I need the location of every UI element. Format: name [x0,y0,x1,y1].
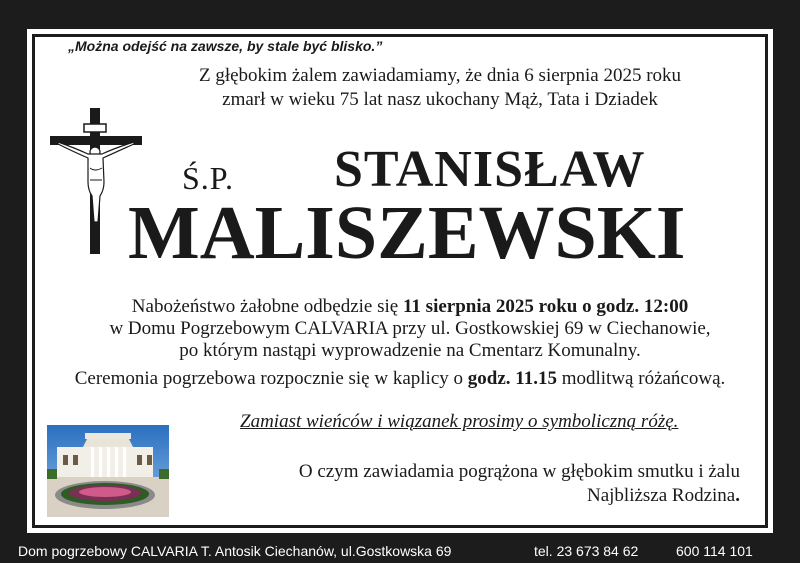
service-line-2: w Domu Pogrzebowym CALVARIA przy ul. Gostkowskiej 69 w Ciechanowie, [109,318,711,339]
closing-text [240,460,740,508]
footer-phone-1: tel. 23 673 84 62 [534,543,639,559]
family-signature: Najbliższa Rodzina [586,485,736,506]
motto-quote: „Można odejść na zawsze, by stale być blisko.” [68,38,383,54]
ceremony-time: godz. 11.15 [467,368,557,389]
flowers-note: Zamiast wieńców i wiązanek prosimy o symboliczną różę. [240,411,679,432]
ceremony-info: Ceremonia pogrzebowa rozpocznie się w kaplicy o godz. 11.15 modlitwą różańcową. [74,368,726,389]
intro-line-2: zmarł w wieku 75 lat nasz ukochany Mąż, Tata i Dziadek [222,89,658,110]
service-line-3: po którym nastąpi wyprowadzenie na Cmentarz Komunalny. [179,340,641,361]
closing-line-2: Najbliższa Rodzina. [586,485,740,506]
footer-bar [0,540,800,563]
footer-phone-2: 600 114 101 [676,543,753,559]
service-line-1: Nabożeństwo żałobne odbędzie się 11 sierpnia 2025 roku o godz. 12:00 [131,296,689,317]
closing-line-1: O czym zawiadamia pogrążona w głębokim smutku i żalu [298,461,740,482]
intro-text [140,64,740,112]
deceased-first-name: STANISŁAW [334,141,646,198]
sp-prefix: Ś.P. [182,160,235,196]
service-info [60,296,760,362]
footer-company: Dom pogrzebowy CALVARIA T. Antosik Ciechanów, ul.Gostkowska 69 [18,543,452,559]
funeral-home-photo [47,425,169,517]
service-date-time: 11 sierpnia 2025 roku o godz. 12:00 [402,296,689,317]
deceased-last-name: MALISZEWSKI [128,191,686,275]
intro-line-1: Z głębokim żalem zawiadamiamy, że dnia 6 sierpnia 2025 roku [198,65,682,86]
